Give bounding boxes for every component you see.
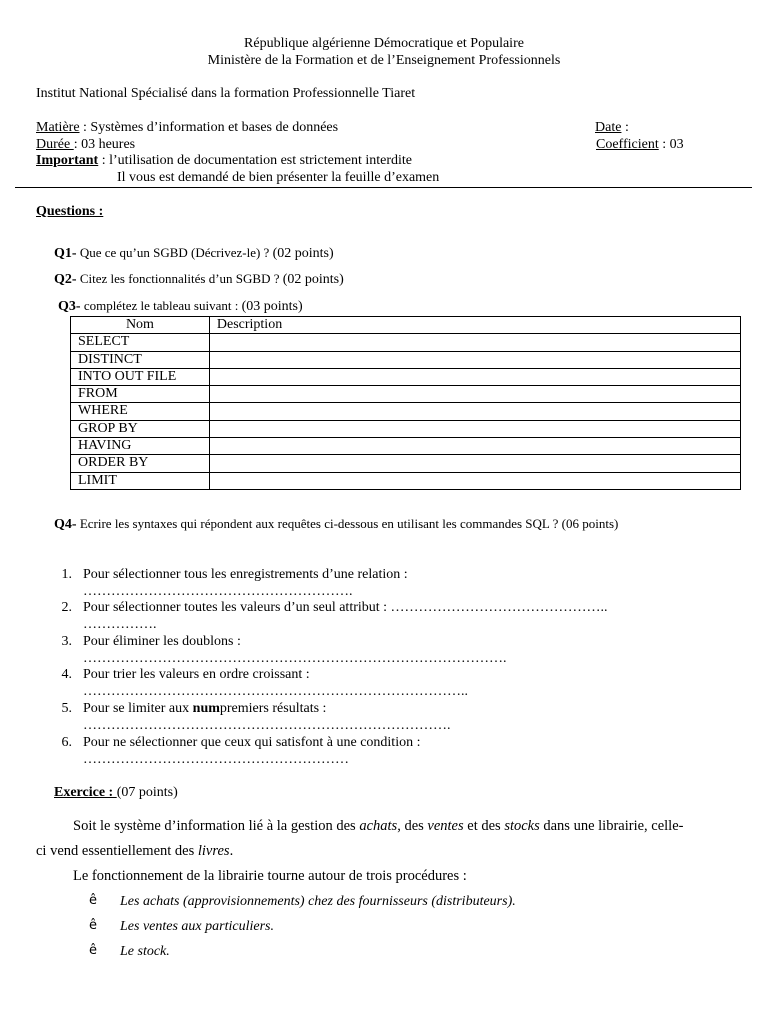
q2-text: Citez les fonctionnalités d’un SGBD ?: [76, 271, 283, 286]
matiere-value: : Systèmes d’information et bases de données: [79, 120, 339, 135]
important-value: : l’utilisation de documentation est strictement interdite: [98, 153, 412, 168]
table-cell-nom: SELECT: [71, 334, 210, 351]
table-row: [71, 403, 741, 420]
table-cell-description[interactable]: [209, 334, 740, 351]
table-row: [71, 438, 741, 455]
table-cell-nom: LIMIT: [71, 472, 210, 489]
q3-label: Q3-: [58, 299, 81, 314]
table-header-description: Description: [209, 317, 740, 334]
meta-duree: [36, 136, 135, 153]
meta-date: [595, 119, 629, 136]
p1-line2-a: ci vend essentiellement des: [36, 843, 198, 859]
exercice-heading: [54, 784, 178, 801]
table-cell-description[interactable]: [209, 472, 740, 489]
q2-label: Q2-: [54, 272, 77, 287]
list-item-answer-line[interactable]: …………………………………………………: [83, 752, 349, 767]
list-item-text-pre: Pour se limiter aux: [83, 701, 193, 716]
header-divider: [15, 187, 752, 188]
coef-value: : 03: [658, 137, 684, 152]
exercice-paragraph-1: [73, 818, 683, 835]
meta-important: [36, 152, 412, 169]
exercice-points: (07 points): [116, 785, 178, 800]
table-cell-description[interactable]: [209, 420, 740, 437]
question-4: [54, 515, 618, 533]
table-row: [71, 334, 741, 351]
table-row: [71, 455, 741, 472]
list-item-number: 5.: [61, 701, 72, 716]
p1-text-d: dans une librairie, celle-: [539, 818, 684, 834]
exercice-title: Exercice :: [54, 785, 117, 800]
q1-label: Q1-: [54, 246, 77, 261]
list-item-answer-line[interactable]: ……………………………………………………………………………….: [83, 651, 507, 666]
meta-important-line2: Il vous est demandé de bien présenter la feuille d’examen: [117, 170, 440, 185]
q4-text: Ecrire les syntaxes qui répondent aux requêtes ci-dessous en utilisant les commandes SQL ? (06 points): [76, 516, 619, 531]
q3-text: complétez le tableau suivant :: [80, 298, 242, 313]
exercice-paragraph-2: Le fonctionnement de la librairie tourne autour de trois procédures :: [73, 868, 467, 884]
table-header-nom: Nom: [71, 317, 210, 334]
table-cell-description[interactable]: [209, 438, 740, 455]
header-republic: République algérienne Démocratique et Populaire: [244, 36, 524, 51]
q3-points: (03 points): [241, 299, 303, 314]
p1-text-a: Soit le système d’information lié à la gestion des: [73, 818, 360, 834]
table-row: [71, 368, 741, 385]
q1-text: Que ce qu’un SGBD (Décrivez-le) ?: [76, 245, 273, 260]
list-item-text: [83, 700, 326, 717]
list-item-number: 2.: [61, 600, 72, 615]
list-item-text: Pour sélectionner toutes les valeurs d’un seul attribut : ………………………………………..: [83, 600, 608, 615]
table-cell-nom: INTO OUT FILE: [71, 368, 210, 385]
q1-points: (02 points): [272, 246, 334, 261]
list-item-answer-line[interactable]: ………………………………………………………………………..: [83, 684, 468, 699]
table-cell-description[interactable]: [209, 455, 740, 472]
header-ministry: Ministère de la Formation et de l’Enseignement Professionnels: [207, 53, 561, 68]
table-cell-description[interactable]: [209, 368, 740, 385]
exercice-paragraph-1-line2: [36, 843, 233, 860]
coef-label: Coefficient: [596, 137, 659, 152]
table-cell-description[interactable]: [209, 351, 740, 368]
p1-line2-b: .: [229, 843, 234, 859]
table-cell-description[interactable]: [209, 386, 740, 403]
list-item-number: 4.: [61, 667, 72, 682]
table-cell-nom: HAVING: [71, 438, 210, 455]
list-item-number: 1.: [61, 567, 72, 582]
important-label: Important: [36, 153, 99, 168]
duree-label: Durée: [36, 137, 74, 152]
table-cell-nom: WHERE: [71, 403, 210, 420]
list-item-number: 3.: [61, 634, 72, 649]
table-cell-nom: FROM: [71, 386, 210, 403]
p1-text-c: et des: [463, 818, 505, 834]
q4-label: Q4-: [54, 517, 77, 532]
date-value: :: [621, 120, 629, 135]
list-item-answer-line[interactable]: …………….: [83, 617, 157, 632]
list-item-text: Pour ne sélectionner que ceux qui satisfont à une condition :: [83, 735, 421, 750]
p1-ventes: ventes: [427, 818, 464, 834]
list-item-text: Pour sélectionner tous les enregistrements d’une relation :: [83, 567, 408, 582]
question-1: [54, 244, 334, 262]
table-cell-nom: DISTINCT: [71, 351, 210, 368]
question-2: [54, 270, 344, 288]
q2-points: (02 points): [282, 272, 344, 287]
bullet-glyph: ê: [89, 943, 97, 958]
bullet-glyph: ê: [89, 893, 97, 908]
duree-value: : 03 heures: [73, 137, 136, 152]
table-cell-description[interactable]: [209, 403, 740, 420]
meta-matiere: [36, 119, 338, 136]
question-3: [58, 297, 303, 315]
meta-coefficient: [596, 136, 684, 153]
list-item-text-bold: num: [192, 701, 220, 716]
list-item-number: 6.: [61, 735, 72, 750]
table-cell-nom: GROP BY: [71, 420, 210, 437]
header-institute: Institut National Spécialisé dans la formation Professionnelle Tiaret: [36, 86, 416, 101]
p1-stocks: stocks: [504, 818, 540, 834]
bullet-glyph: ê: [89, 918, 97, 933]
table-row: [71, 386, 741, 403]
table-row: [71, 351, 741, 368]
table-cell-nom: ORDER BY: [71, 455, 210, 472]
list-item-answer-line[interactable]: ………………………………………………….: [83, 584, 353, 599]
table-header-row: [71, 317, 741, 334]
table-row: [71, 472, 741, 489]
list-item-answer-line[interactable]: …………………………………………………………………….: [83, 718, 451, 733]
list-item-text: Pour éliminer les doublons :: [83, 634, 241, 649]
questions-heading: Questions :: [36, 204, 104, 219]
bullet-item: Le stock.: [120, 944, 170, 959]
sql-commands-table: [70, 316, 741, 490]
p1-livres: livres: [197, 843, 230, 859]
date-label: Date: [595, 120, 622, 135]
p1-achats: achats: [359, 818, 398, 834]
matiere-label: Matière: [36, 120, 80, 135]
p1-text-b: , des: [397, 818, 428, 834]
bullet-item: Les achats (approvisionnements) chez des fournisseurs (distributeurs).: [120, 894, 516, 909]
table-row: [71, 420, 741, 437]
bullet-item: Les ventes aux particuliers.: [120, 919, 274, 934]
list-item-text: Pour trier les valeurs en ordre croissant :: [83, 667, 310, 682]
list-item-text-post: premiers résultats :: [219, 701, 327, 716]
